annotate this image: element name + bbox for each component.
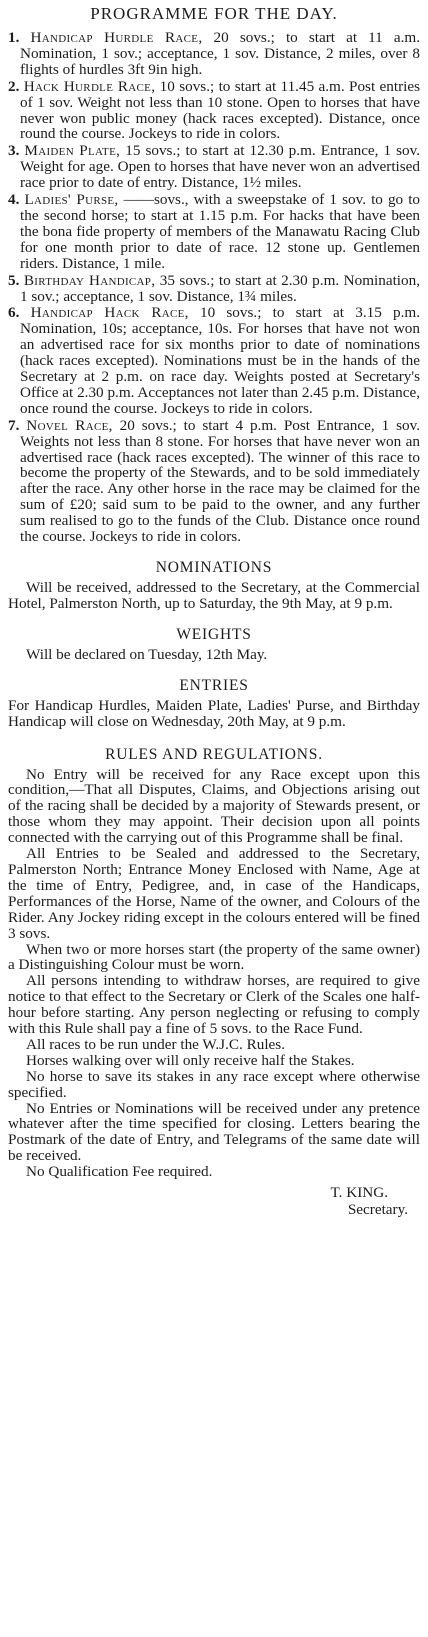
- signature-name: T. KING.: [330, 1184, 388, 1202]
- entries-text: For Handicap Hurdles, Maiden Plate, Ladies' Purse, and Birthday Handicap will close on Wednesday, 20th May, at 9 p.m.: [8, 696, 420, 730]
- race-item: [8, 273, 420, 305]
- nominations-text: Will be received, addressed to the Secretary, at the Commercial Hotel, Palmerston North, up to Saturday, the 9th May, at 9 p.m.: [8, 579, 420, 612]
- signature-role: Secretary.: [347, 1201, 408, 1219]
- rule-paragraph: No Entry will be received for any Race except upon this condition,—That all Disputes, Claims, and Objections arising out of the racing shall be decided by a majority of Stewards present, or those whom they may appoint. Their decision upon all points connected with the carrying out of this Programme shall be final.: [8, 765, 420, 847]
- race-name: Novel Race,: [26, 416, 113, 434]
- race-text: 15 sovs.; to start at 12.30 p.m. Entrance, 1 sov. Weight for age. Open to horses that have never won an advertised race prior to date of entry. Distance, 1½ miles.: [20, 142, 421, 192]
- race-number: 6.: [8, 304, 20, 322]
- race-text: ——sovs., with a sweepstake of 1 sov. to go to the second horse; to start at 1.15 p.m. For hacks that have been the bona fide property of members of the Manawatu Racing Club for one month prior to date of race. 12 stone up. Gentlemen riders. Distance, 1 mile.: [20, 191, 421, 272]
- rule-paragraph: No horse to save its stakes in any race except where otherwise specified.: [8, 1067, 420, 1101]
- page-title: PROGRAMME FOR THE DAY.: [90, 4, 338, 23]
- rule-paragraph: When two or more horses start (the property of the same owner) a Distinguishing Colour must be worn.: [8, 940, 420, 974]
- race-name: Handicap Hack Race,: [30, 304, 189, 322]
- rule-paragraph: All persons intending to withdraw horses, are required to give notice to that effect to the Secretary or Clerk of the Scales one half-hour before starting. Any person neglecting or refusing to comply with this Rule shall pay a fine of 5 sovs. to the Race Fund.: [8, 972, 420, 1038]
- race-number: 5.: [8, 271, 20, 289]
- nominations-heading: NOMINATIONS: [155, 559, 273, 576]
- race-text: 20 sovs.; to start at 11 a.m. Nomination, 1 sov.; acceptance, 1 sov. Distance, 2 miles, over 8 flights of hurdles 3ft 9in high.: [20, 29, 421, 78]
- rule-paragraph: All Entries to be Sealed and addressed to the Secretary, Palmerston North; Entrance Money Enclosed with Name, Age at the time of Entry, Pedigree, and, in case of the Handicaps, Performances of the Horse, Name of the owner, and Colours of the Rider. Any Jockey riding except in the colours entered will be fined 3 sovs.: [8, 845, 420, 942]
- race-name: Hack Hurdle Race,: [23, 77, 156, 95]
- race-number: 3.: [8, 142, 20, 160]
- race-item: [8, 30, 420, 78]
- rule-paragraph: All races to be run under the W.J.C. Rules.: [26, 1035, 285, 1053]
- race-text: 10 sovs.; to start at 3.15 p.m. Nomination, 10s; acceptance, 10s. For horses that have not won an advertised race for six months prior to date of nominations (hack races excepted). Nominations must be in the hands of the Secretary at 2 p.m. on race day. Weights posted at Secretary's Office at 2.30 p.m. Acceptances not later than 2.45 p.m. Distance, once round the course. Jockeys to ride in colors.: [20, 304, 421, 417]
- rule-paragraph: No Qualification Fee required.: [26, 1163, 213, 1181]
- rules-heading: RULES AND REGULATIONS.: [105, 745, 323, 763]
- race-number: 4.: [8, 191, 20, 209]
- race-item: [8, 418, 420, 545]
- signature-block: [8, 1184, 420, 1218]
- race-text: 10 sovs.; to start at 11.45 a.m. Post entries of 1 sov. Weight not less than 10 stone. Open to horses that have never won public money (hack races excepted). Distance, once round the course. Jockeys to ride in colors.: [20, 77, 421, 143]
- weights-text: Will be declared on Tuesday, 12th May.: [26, 645, 268, 663]
- race-list: [8, 30, 420, 545]
- race-text: 20 sovs.; to start 4 p.m. Post Entrance, 1 sov. Weights not less than 8 stone. For horses that have never won an advertised race (hack races excepted). The winner of this race to become the property of the Stewards, and to be sold immediately after the race. Any other horse in the race may be claimed for the sum of £20; said sum to be paid to the owner, and any further sum realised to go to the funds of the Club. Distance once round the course. Jockeys to ride in colors.: [20, 416, 420, 546]
- race-text: 35 sovs.; to start at 2.30 p.m. Nomination, 1 sov.; acceptance, 1 sov. Distance, 1¾ miles.: [20, 271, 420, 305]
- race-name: Maiden Plate,: [24, 142, 121, 160]
- rule-paragraph: Horses walking over will only receive half the Stakes.: [26, 1051, 355, 1069]
- rules-list: [8, 767, 420, 1181]
- race-number: 7.: [8, 416, 20, 434]
- race-item: [8, 192, 420, 272]
- entries-heading: ENTRIES: [179, 676, 249, 694]
- race-name: Handicap Hurdle Race,: [30, 29, 203, 46]
- race-item: [8, 79, 420, 143]
- race-item: [8, 143, 420, 191]
- race-name: Ladies' Purse,: [24, 191, 119, 209]
- race-number: 2.: [8, 77, 20, 95]
- race-number: 1.: [8, 29, 20, 46]
- race-item: [8, 305, 420, 416]
- rule-paragraph: No Entries or Nominations will be received under any pretence whatever after the time specified for closing. Letters bearing the Postmark of the date of Entry, and Telegrams of the same date will be received.: [8, 1099, 420, 1165]
- weights-heading: WEIGHTS: [176, 625, 252, 643]
- race-name: Birthday Handicap,: [23, 271, 156, 289]
